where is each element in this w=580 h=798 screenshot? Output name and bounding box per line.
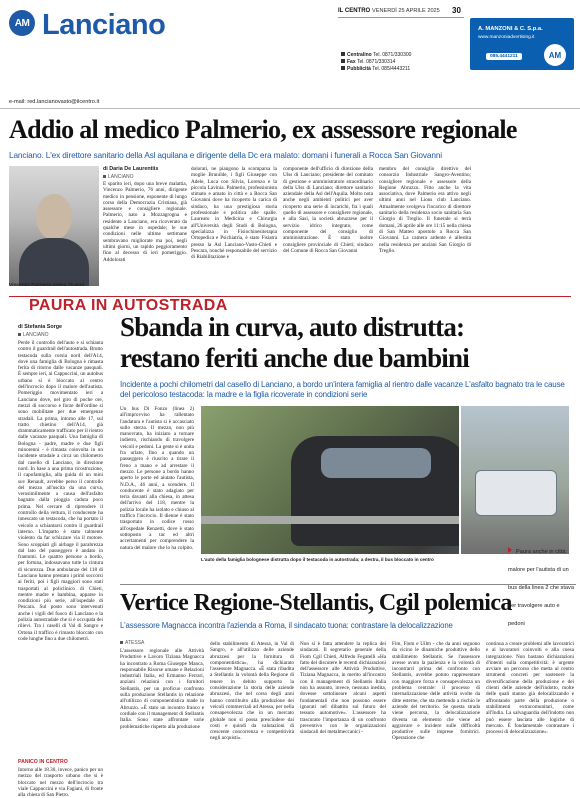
- story2-subsection-text: Intorno alle 18.30, invece, panico per un mezzo del trasporto urbano che si è bloccato nel mezzo dell'incrocio tra viale Cappuccini e via Fagiani, di fronte alla chiesa di San Pietro.: [18, 767, 103, 797]
- masthead-bottom-rule: [0, 108, 580, 109]
- phone-icon: [341, 52, 345, 56]
- story2-headline-2: restano feriti anche due bambini: [120, 343, 469, 373]
- story3-location: ATESSA: [120, 640, 144, 646]
- city-bus: [475, 470, 557, 516]
- story1-location: LANCIANO: [103, 174, 134, 180]
- square-icon: [120, 641, 123, 644]
- logo: [9, 10, 35, 36]
- story3-headline: Vertice Regione-Stellantis, Cgil polemica: [120, 590, 512, 616]
- ads-icon: [341, 66, 345, 70]
- contact-fax: Fax Tel. 0871/330314: [341, 59, 411, 66]
- logo-letters: AM: [14, 17, 30, 29]
- email: e-mail: red.lancianovasto@ilcentro.it: [9, 99, 100, 105]
- story3-col-4: Fim, Fiom e Uilm - che da anni seguono da vicino le dinamiche produttive dello stabilimento Stellantis. Se l'assessore avesse avuto la pazienza e la volontà di incontrarci prima del confronto con Stellantis, avrebbe potuto rappresentare con maggiore forza e consapevolezza un problema centrale: il processo di internalizzazione delle attività svolte da ditte esterne, che sta mettendo a rischio le aziende del territorio. Se questa strada viene percorsa, la delocalizzazione diventa un elemento che viene ad aggravare e incidere sulle difficoltà produttive sulle imprese fornitrici. Operazione che: [392, 641, 480, 742]
- section-banner: PAURA IN AUTOSTRADA: [29, 297, 228, 314]
- page-number: 30: [452, 6, 461, 15]
- contacts: [341, 52, 411, 73]
- story2-photo2-caption: Paura anche in città: malore per l'autista di un bus della linea 2 che stava per travolgere auto e pedoni: [508, 549, 574, 627]
- story2-author: di Stefania Sorge: [18, 324, 63, 330]
- story3-col-2: dello stabilimento di Atessa, in Val di Sangro, e all'utilizzo delle aziende abruzzesi per la fornitura di componentistica», ha dichiarato l'assessore Magnacca. «È stata ribadita a Stellantis la volontà della Regione di tenere in debito supporto la considerazione la storia delle aziende abruzzesi, che nel corso degli anni hanno contribuito alla produzione dei veicoli commerciali ad Atessa, per nella consapevolezza che in un mercato globale non si possa prescindere dai costi e quindi da valutazioni di crescente concorrenza e competitività negli acquisti».: [210, 641, 294, 742]
- story1-col-2: dolorati, ne piangono la scomparsa la moglie Brunilde, i figli Giuseppe con Adele, Luca con Silvia, Lorenzo e la piccola Lavinia. Palmerio, professionista stimato e amato in città e a Rocca San Giovanni dove ha ricoperto la carica di sindaco, ha una prestigiosa storia professionale e politica alle spalle. Laureato in Medicina e Chirurgia all'Università degli Studi di Bologna, specializza in Fisiochinesiterapia Ortopedica e Psichiatria, è stato Fisiatra presso la Asl Lanciano-Vasto-Chieti e Pescara, nonché responsabile del servizio di Riabilitazione e: [191, 166, 277, 261]
- fax-icon: [341, 59, 345, 63]
- ad-logo: AM: [544, 44, 566, 66]
- car-windshield: [321, 448, 431, 478]
- story1-col-4: membro del consiglio direttivo del consorzio Industriale Sangro-Aventino; consigliere regionale e assessore della Regione Abruzzo. Fitto anche la vita associativa, dove Palmerio era attivo negli ultimi anni nel Lions club Lanciano. Attualmente svolgeva l'incarico di direttore sanitario della residenza socio sanitaria San Giorgio di Treglio. Il funerale si terrà domani, 26 aprile alle ore 11:15 nella chiesa di San Matteo apostolo a Rocca San Giovanni. La camera ardente è allestita nella residenza per anziani San Giorgio di Treglio.: [379, 166, 471, 254]
- story1-author: di Daria De Laurentiis: [103, 166, 159, 172]
- story2-middle-column: Un bus Di Fonzo (linea 2) all'improvviso ha rallentato l'andatura e l'autista si è accasciato sullo sterzo. Il mezzo, non più manovrato, ha iniziato a tornare indietro, rischiando di travolgere veicoli e pedoni. La gente si è unita fra urlato, fino a quando un passeggero è riuscito a tirare il freno a mano e ad arrestare il mezzo. Le persone a bordo hanno aperto le porte ed aiutato l'autista, N.D.A., 46 anni, a scendere. Il conducente è stato adagiato per terra davanti alla chiesa, in attesa dell'arrivo del 118, mentre la polizia locale ha isolato e chiuso al traffico l'incrocio. Il dienne è stato trasportato in codice rosso all'ospedale Renzetti, dove è stato sottoposto a tac ed altri accertamenti per comprendere la natura del malore che lo ha colpito.: [120, 406, 194, 551]
- ad-company: A. MANZONI & C. S.p.a.: [478, 26, 543, 32]
- story2-subsection: PANICO IN CENTRO: [18, 759, 68, 765]
- story1-subhead: Lanciano. L'ex direttore sanitario della Asl aquilana e dirigente della Dc era malato: domani i funerali a Rocca San Giovanni: [9, 150, 442, 160]
- contact-ads: Pubblicità Tel. 085/4443211: [341, 66, 411, 73]
- triangle-icon: [508, 547, 512, 553]
- contact-phone: Centralino Tel. 0871/330300: [341, 52, 411, 59]
- story3-rule: [120, 584, 576, 585]
- story1-photo-caption: Vincenzo Palmerio aveva 76 anni: [9, 283, 85, 288]
- story1-col-3: componente dell'ufficio di direzione della Ulss di Lanciano; presidente del comitato di gestione e amministratore straordinario della Ulss di Lanciano; direttore sanitario aziendale della Asl dell'Aquila. Molto nota anche negli ambienti politici per aver ricoperto una serie di incarichi, fra i quali quello di assessore e consigliere regionale, e alla Sasi, la società abruzzese per il servizio idrico integrato, come componente del consiglio di amministrazione. È stato inoltre consigliere provinciale di Chieti; sindaco del Comune di Rocca San Giovanni: [283, 166, 373, 254]
- person-body: [19, 238, 89, 286]
- person-head: [36, 194, 72, 240]
- story2-photo: [201, 406, 569, 554]
- ad-phone: 085.4441211: [486, 53, 522, 60]
- story3-col-1: L'assessore regionale alle Attività Produttive e Lavoro Tiziana Magnacca ha incontrato a Roma Giuseppe Manca, responsabile Risorse umane e Relazioni industriali Italia, ed Ermanno Ferrari, anziani relazioni con i fornitori Stellantis, per un proficuo confronto sulla produzione Stellantis in relazione all'utilizzo di componentistica made in Abruzzo. «È stato un incontro franco e cordiale con il management di Stellantis Italia. Sono state affrontate varie problematiche rispetto alla produzione: [120, 648, 204, 730]
- story3-subhead: L'assessore Magnacca incontra l'azienda a Roma, il sindacato tuona: contrastare la delocalizzazione: [120, 621, 453, 630]
- masthead-rule: [338, 17, 464, 18]
- story1-headline: Addio al medico Palmerio, ex assessore regionale: [9, 115, 517, 144]
- square-icon: [103, 175, 106, 178]
- section-title: Lanciano: [42, 9, 166, 41]
- story1-col-1: È sparito ieri, dopo una breve malattia, Vincenzo Palmerio, 76 anni, dirigente medico in pensione, esponente di lungo corso della Democrazia Cristiana, già assessore e consigliere regionale. Palmerio, nato a Mozzagrogna e residente a Lanciano, era ricoverato da qualche mese in ospedale; le sue condizioni nelle ultime settimane sembravano migliorate ma poi, negli ultimi giorni, un rapido peggioramento fino al decesso di ieri pomeriggio. Addolorati: [103, 181, 187, 263]
- story2-photo-caption: L'auto della famiglia bolognese distrutta dopo il testacoda in autostrada; a destra, il bus bloccato in centro: [201, 557, 434, 562]
- story2-photo2-caption-box: [508, 540, 574, 630]
- square-icon: [18, 333, 21, 336]
- story2-subhead: Incidente a pochi chilometri dal casello di Lanciano, a bordo un'intera famiglia al rientro dalle vacanze L'asfalto bagnato tra le cause del pericoloso testacoda: la madre e la figlia ricoverate in condizioni serie: [120, 380, 565, 400]
- story2-headline-1: Sbanda in curva, auto distrutta:: [120, 312, 465, 342]
- story3-col-3: Non si è fatta attendere la replica dei sindacati. Il segretario generale della Fiom Cgil Chieti, Alfredo Fegatelli «Ha fatto del discutere le recenti dichiarazioni dell'assessore alle Attività Produttive, Tiziana Magnacca, in merito all'incontro con il management di Stellantis Italia non ha assunto, invece, nessuna inedita, dovesse sottolineare alcuni aspetti fondamentali che non possono essere ignorati nel dibattito sul futuro del tessuto automotive». L'assessore ha trascurato l'importanza di un confronto preventivo con le organizzazioni sindacali dei metalmeccanici -: [300, 641, 386, 736]
- ad-site: www.manzoniadvertising.it: [478, 35, 535, 40]
- story2-location: LANCIANO: [18, 332, 49, 338]
- issue-date: VENERDÌ 25 APRILE 2025: [372, 8, 440, 14]
- story3-col-5: continua a creare problemi alle lavoratrici e ai lavoratori coinvolti e alla coesa integrazione. Non bastano dichiarazioni d'intenti sulla competitività: è urgente avviare un percorso che metta al centro strumenti concreti per sostenere la diversificazione della produzione e dei clienti delle aziende dell'indotto, molte delle quali stanno già delocalizzando e affrontando parte della produzione o stabilimenti extracomunitari, come all'India. La salvaguardia dell'indotto non può essere lasciata alle logiche di mercato. È fondamentale contrastare i processi di delocalizzazione».: [486, 641, 574, 736]
- story1-photo: [9, 166, 99, 286]
- paper-name: IL CENTRO: [338, 8, 371, 14]
- story2-left-column: Perde il controllo dell'auto e si schianta contro il guardrail dell'autostrada. Brutto testacoda sulla corsia nord dell'A14, dove una famiglia di Bologna è rimasta ferita di ritorno dalle vacanze pasquali. È sempre ieri, ai Cappuccini, un autobus urbano si è bloccato al centro dell'incrocio dopo il malore dell'autista. Pomeriggio movimentato ieri a Lanciano dove, nel giro di poche ore, mezzi di soccorso e forze dell'ordine si sono mobilitate per due emergenze stradali. La prima, intorno alle 17, sul tratto chietino dell'A14, già drammaticamente trafficato per il rientro dalle vacanze pasquali. Una famiglia di Bologna - padre, madre e due figli minorenni - è rimasta coinvolta in un incidente stradale a circa un chilometro dal casello di Lanciano, in direzione nord. In base a una prima ricostruzione, il capofamiglia, alla guida di un mini suv Renault, avrebbe perso il controllo del mezzo all'uscita da una curva, verosimilmente a causa dell'asfalto bagnato dalla pioggia caduta poco prima. Nel cercare di riprendere il controllo della vettura, il conducente ha innescato un testacoda, che ha portato il veicolo a schiantarsi contro il guardrail interno. L'impatto è stato talmente violento da far schizzare via il motore. Sono scoppiati gli airbage il parabrezza dal lato del passeggero è andato in frantumi. Le quattro persone a bordo, per fortuna, indossavano tutte la cintura di sicurezza. Due ambulanze del 118 di Lanciano hanno prestato i primi soccorsi ai feriti, poi i figli maggiori sono stati trasportati al policlinico di Chieti, mentre madre e bambina, apparse in condizioni più serie, all'ospedale di Pescara. Sul posto sono intervenuti anche i vigili del fuoco di Lanciano e la polizia autostradale che si è occupata dei rilievi. Tra i caselli di Val di Sangro e Ortona il traffico è rimasto bloccato con code lunghe fino a due chilometri.: [18, 340, 103, 642]
- manzoni-ad[interactable]: [470, 18, 574, 70]
